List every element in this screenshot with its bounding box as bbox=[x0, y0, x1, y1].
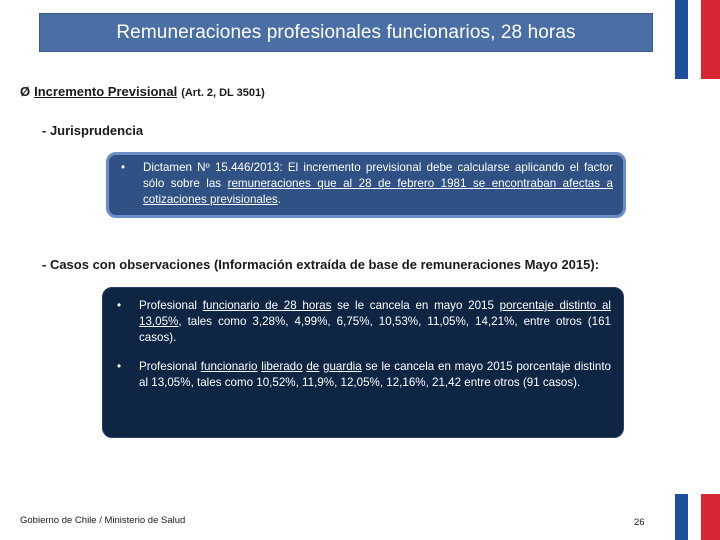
bullet-icon: • bbox=[121, 161, 126, 174]
flag-red-stripe bbox=[701, 494, 720, 540]
heading-main: Incremento Previsional bbox=[34, 84, 178, 99]
slide-title: Remuneraciones profesionales funcionarios, 28 horas bbox=[116, 21, 576, 43]
page-number: 26 bbox=[634, 517, 645, 528]
footer-organization: Gobierno de Chile / Ministerio de Salud bbox=[20, 515, 186, 526]
bullet-icon: • bbox=[117, 299, 122, 312]
heading-reference: (Art. 2, DL 3501) bbox=[181, 87, 265, 99]
flag-stripes-top bbox=[663, 0, 720, 79]
arrow-bullet-icon: Ø bbox=[20, 84, 31, 99]
jurisprudence-box bbox=[106, 152, 626, 218]
cases-box bbox=[102, 287, 624, 438]
list-item-text: Profesional funcionario de 28 horas se le cancela en mayo 2015 porcentaje distinto al 13,05%, tales como 3,28%, 4,99%, 6,75%, 10,53%, 11,05%, 14,21%, entre otros (161 casos). bbox=[139, 299, 611, 344]
subheading-jurisprudencia: - Jurisprudencia bbox=[42, 123, 144, 138]
list-item bbox=[119, 160, 613, 208]
list-item bbox=[115, 359, 611, 391]
list-item bbox=[115, 298, 611, 346]
bullet-icon: • bbox=[117, 360, 122, 373]
flag-red-stripe bbox=[701, 0, 720, 79]
flag-stripes-bottom bbox=[663, 494, 720, 540]
flag-blue-stripe bbox=[675, 494, 688, 540]
section-heading bbox=[20, 84, 265, 99]
flag-blue-stripe bbox=[675, 0, 688, 79]
list-item-text: Profesional funcionario liberado de guardia se le cancela en mayo 2015 porcentaje distinto al 13,05%, tales como 10,52%, 11,9%, 12,05%, 12,16%, 21,42 entre otros (91 casos). bbox=[139, 360, 611, 389]
subheading-casos: - Casos con observaciones (Información extraída de base de remuneraciones Mayo 2015): bbox=[42, 257, 600, 272]
slide-title-bar bbox=[39, 13, 653, 52]
list-item-text: Dictamen Nº 15.446/2013: El incremento previsional debe calcularse aplicando el factor sólo sobre las remuneraciones que al 28 de febrero 1981 se encontraban afectas a cotizaciones previsionales. bbox=[143, 161, 613, 206]
